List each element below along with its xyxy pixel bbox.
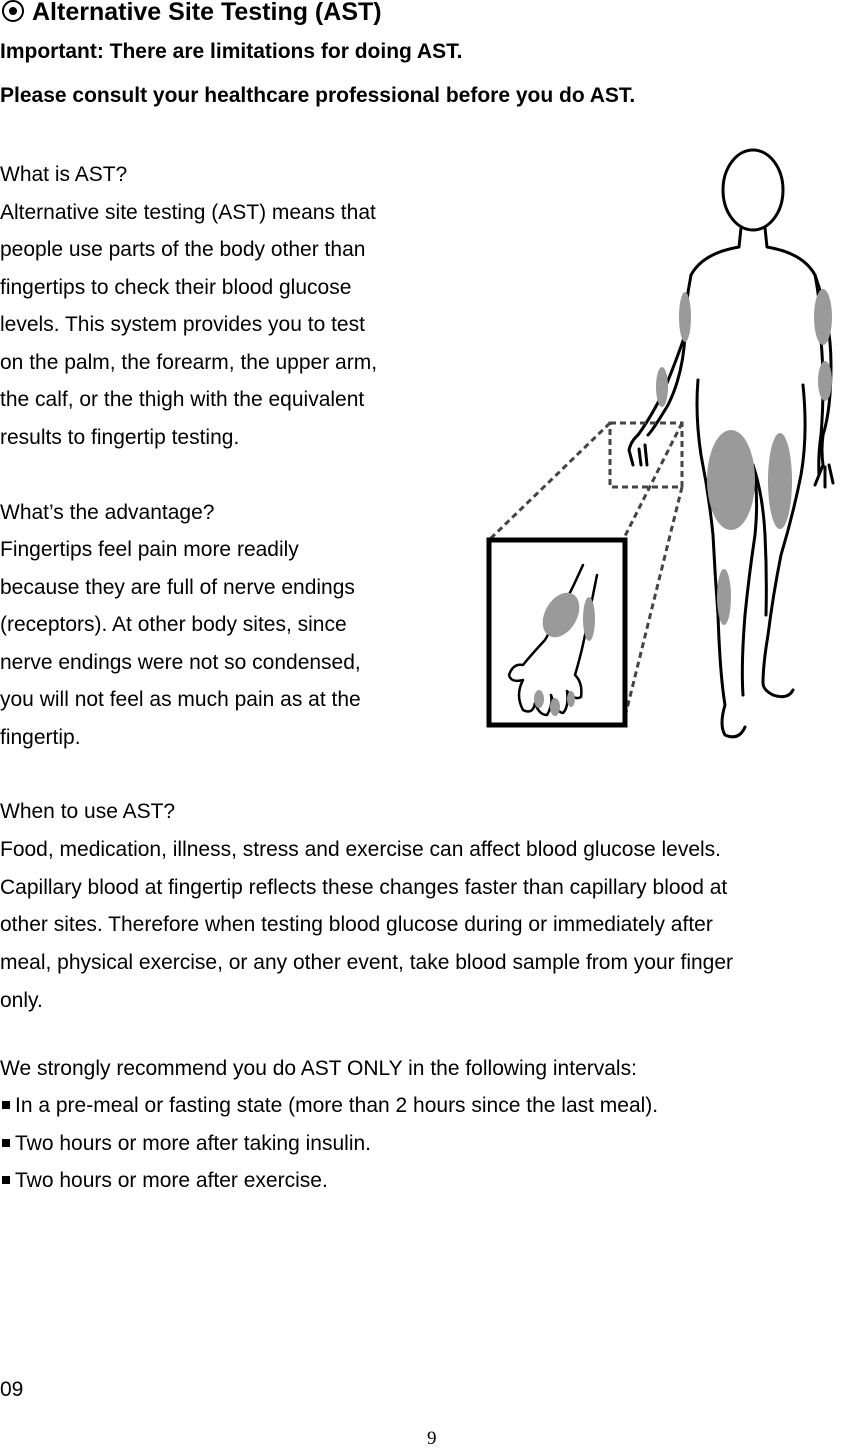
section-heading: What is AST? xyxy=(0,163,128,186)
section-heading: When to use AST? xyxy=(0,800,176,823)
body-line: results to fingertip testing. xyxy=(0,426,240,449)
square-bullet-icon xyxy=(2,1139,10,1147)
body-line: (receptors). At other body sites, since xyxy=(0,613,347,636)
square-bullet-icon xyxy=(2,1176,10,1184)
body-line: people use parts of the body other than xyxy=(0,238,366,261)
warning-consult: Please consult your healthcare professional before you do AST. xyxy=(0,84,636,107)
body-line: levels. This system provides you to test xyxy=(0,313,365,336)
body-line: meal, physical exercise, or any other event, take blood sample from your finger xyxy=(0,951,734,974)
page-label: 09 xyxy=(0,1378,24,1401)
body-line: Capillary blood at fingertip reflects these changes faster than capillary blood at xyxy=(0,876,728,899)
warning-limitations: Important: There are limitations for doing AST. xyxy=(0,40,463,63)
body-line: other sites. Therefore when testing blood glucose during or immediately after xyxy=(0,913,713,936)
body-line: because they are full of nerve endings xyxy=(0,576,355,599)
body-line: you will not feel as much pain as at the xyxy=(0,688,361,711)
body-line: the calf, or the thigh with the equivalent xyxy=(0,388,365,411)
list-item: Two hours or more after exercise. xyxy=(0,1169,328,1193)
page-title: Alternative Site Testing (AST) xyxy=(2,0,382,27)
body-line: nerve endings were not so condensed, xyxy=(0,651,361,674)
recommend-intro: We strongly recommend you do AST ONLY in the following intervals: xyxy=(0,1057,637,1080)
circle-bullet-icon xyxy=(2,0,24,22)
body-line: Food, medication, illness, stress and exercise can affect blood glucose levels. xyxy=(0,838,721,861)
section-heading: What’s the advantage? xyxy=(0,501,215,524)
body-line: on the palm, the forearm, the upper arm, xyxy=(0,351,378,374)
body-line: fingertips to check their blood glucose xyxy=(0,276,352,299)
body-line: Alternative site testing (AST) means that xyxy=(0,201,376,224)
ast-body-illustration xyxy=(463,135,865,767)
body-line: Fingertips feel pain more readily xyxy=(0,538,299,561)
body-line: only. xyxy=(0,989,43,1012)
body-line: fingertip. xyxy=(0,726,81,749)
square-bullet-icon xyxy=(2,1101,10,1109)
list-item: In a pre-meal or fasting state (more than 2 hours since the last meal). xyxy=(0,1094,658,1118)
footer-page-number: 9 xyxy=(427,1428,437,1449)
list-item: Two hours or more after taking insulin. xyxy=(0,1132,371,1156)
